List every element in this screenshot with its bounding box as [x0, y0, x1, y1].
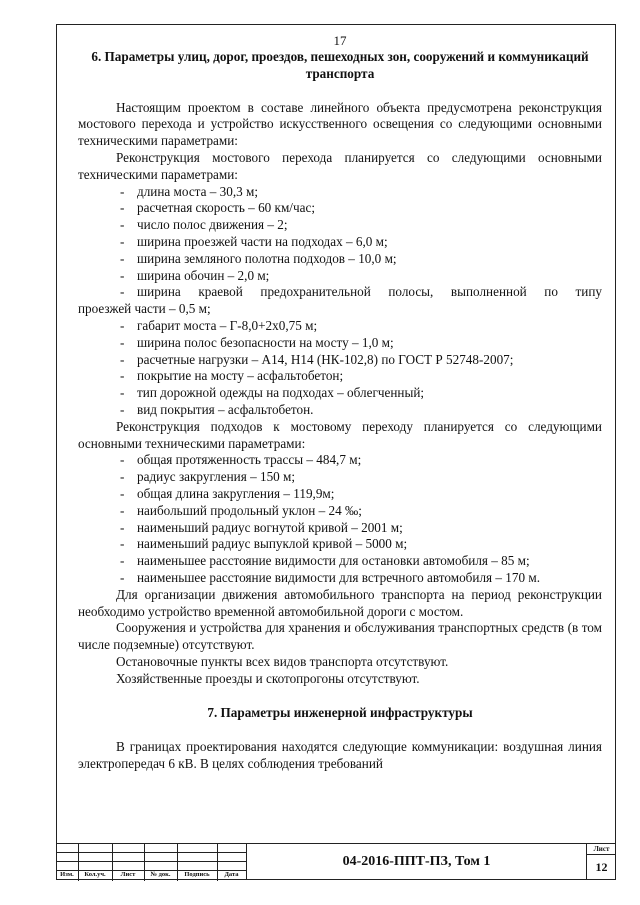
bridge-intro: Реконструкция мостового перехода планируется со следующими основными техническими параметрами: [78, 149, 602, 182]
storage-paragraph: Сооружения и устройства для хранения и обслуживания транспортных средств (в том числе подземные) отсутствуют. [78, 620, 602, 653]
section-6-intro: Настоящим проектом в составе линейного объекта предусмотрена реконструкция мостового перехода и устройство искусственного освещения со следующими основными техническими параметрами: [78, 99, 602, 149]
list-item: - ширина полос безопасности на мосту – 1,0 м; [78, 335, 602, 352]
list-item: - общая протяженность трассы – 484,7 м; [78, 452, 602, 469]
list-item: - наименьший радиус вогнутой кривой – 2001 м; [78, 520, 602, 537]
list-item: - общая длина закругления – 119,9м; [78, 486, 602, 503]
page-number: 17 [333, 33, 347, 48]
stamp-label-doc: № док. [150, 871, 171, 878]
list-item: - габарит моста – Г-8,0+2х0,75 м; [78, 318, 602, 335]
list-item: - расчетные нагрузки – А14, Н14 (НК-102,8) по ГОСТ Р 52748-2007; [78, 352, 602, 369]
list-item: - ширина земляного полотна подходов – 10,0 м; [78, 251, 602, 268]
stamp-label-list: Лист [120, 871, 136, 878]
sheet-number: 12 [595, 860, 608, 874]
sheet-label: Лист [587, 844, 616, 855]
bridge-params-list [78, 184, 602, 419]
list-item: - покрытие на мосту – асфальтобетон; [78, 368, 602, 385]
list-item: - ширина проезжей части на подходах – 6,0 м; [78, 234, 602, 251]
temp-road-paragraph: Для организации движения автомобильного транспорта на период реконструкции необходимо устройство временной автомобильной дороги с мостом. [78, 586, 602, 619]
list-item: - число полос движения – 2; [78, 217, 602, 234]
stops-paragraph: Остановочные пункты всех видов транспорта отсутствуют. [116, 653, 449, 669]
list-item: - наименьшее расстояние видимости для остановки автомобиля – 85 м; [78, 553, 602, 570]
list-item: - наибольший продольный уклон – 24 ‰; [78, 503, 602, 520]
list-item: - вид покрытия – асфальтобетон. [78, 402, 602, 419]
stamp-label-izm: Изм. [60, 871, 74, 878]
list-item: - наименьшее расстояние видимости для встречного автомобиля – 170 м. [78, 570, 602, 587]
list-item: - ширина обочин – 2,0 м; [78, 268, 602, 285]
list-item: - длина моста – 30,3 м; [78, 184, 602, 201]
stamp-label-date: Дата [224, 871, 239, 878]
section-6-title: 6. Параметры улиц, дорог, проездов, пешеходных зон, сооружений и коммуникаций транспорта [91, 49, 589, 81]
document-body [78, 32, 602, 773]
list-item-wrapped: - ширина краевой предохранительной полосы, выполненной по типу проезжей части – 0,5 м; [78, 284, 602, 318]
driveways-paragraph: Хозяйственные проезды и скотопрогоны отсутствуют. [116, 670, 420, 686]
list-item: - тип дорожной одежды на подходах – облегченный; [78, 385, 602, 402]
section-7-title: 7. Параметры инженерной инфраструктуры [207, 705, 473, 721]
list-item: - расчетная скорость – 60 км/час; [78, 200, 602, 217]
stamp-label-signature: Подпись [184, 871, 210, 878]
revision-grid [56, 843, 246, 880]
list-item: - наименьший радиус выпуклой кривой – 5000 м; [78, 536, 602, 553]
stamp-label-kolvo: Кол.уч. [84, 871, 106, 878]
title-block [56, 843, 616, 880]
section-7-paragraph: В границах проектирования находятся следующие коммуникации: воздушная линия электропередач 6 кВ. В целях соблюдения требований [78, 739, 602, 772]
list-item: - радиус закругления – 150 м; [78, 469, 602, 486]
sheet-box [586, 843, 616, 880]
document-code: 04-2016-ППТ-ПЗ, Том 1 [246, 843, 586, 880]
approach-intro: Реконструкция подходов к мостовому переходу планируется со следующими основными техническими параметрами: [78, 418, 602, 451]
approach-params-list [78, 452, 602, 586]
